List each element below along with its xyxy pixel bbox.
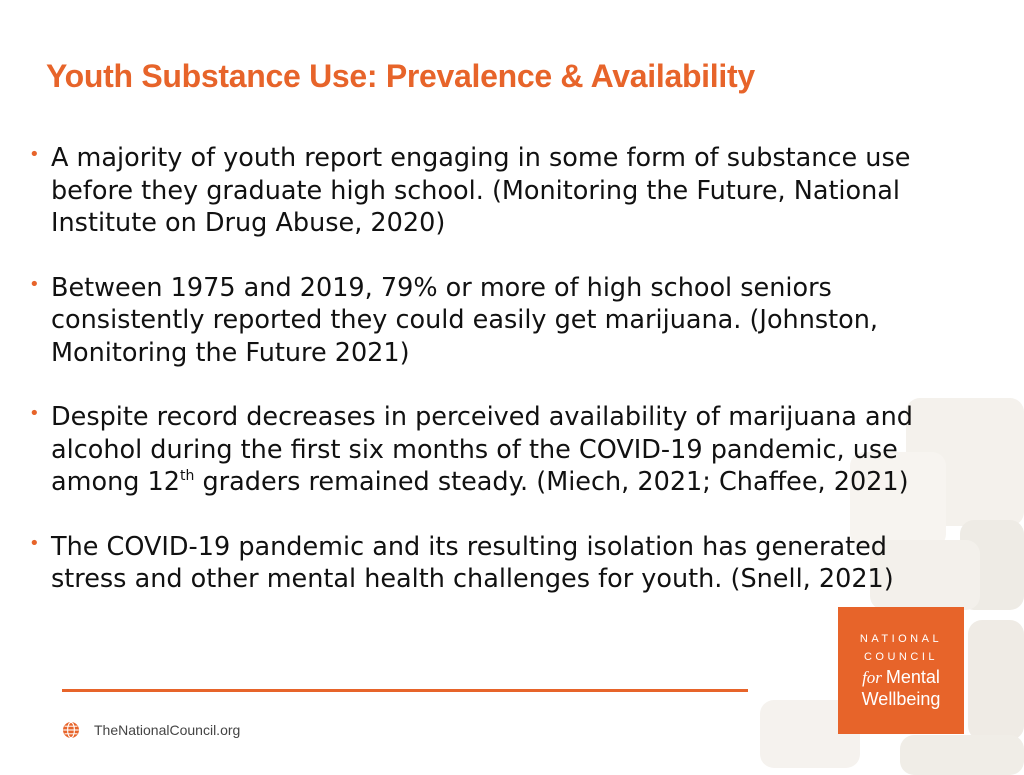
- bullet-superscript: th: [179, 468, 195, 484]
- bullet-item: [28, 272, 958, 370]
- bullet-text: Between 1975 and 2019, 79% or more of high school seniors consistently reported they could easily get marijuana. (Johnston, Monitoring the Future 2021): [51, 272, 879, 368]
- logo-mental: Mental: [885, 667, 940, 687]
- logo-line: Wellbeing: [861, 689, 941, 709]
- logo-for: for: [862, 668, 882, 687]
- national-council-logo: [838, 607, 964, 734]
- decor-tile: [968, 620, 1024, 740]
- footer-divider: [62, 689, 748, 692]
- logo-line: [838, 667, 964, 688]
- bullet-dot-icon: •: [29, 403, 40, 424]
- bullet-text: stress and other mental health challenges for youth. (Snell, 2021): [51, 564, 894, 594]
- bullet-dot-icon: •: [29, 273, 40, 295]
- bullet-list: [28, 142, 958, 628]
- decor-tile: [900, 735, 1024, 775]
- logo-line: NATIONAL: [859, 633, 943, 645]
- bullet-text: A majority of youth report engaging in some form of substance use before they graduate high school. (Monitoring the Future, National Institute on Drug Abuse, 2020): [51, 143, 911, 238]
- logo-line: COUNCIL: [863, 651, 938, 663]
- slide-title: Youth Substance Use: Prevalence & Availability: [46, 58, 755, 94]
- bullet-text: The COVID-19 pandemic and its resulting isolation has generated: [51, 531, 887, 562]
- bullet-text: Despite record decreases in perceived availability of marijuana and alcohol during the first six months of the COVID-19 pandemic, use among 12: [51, 402, 913, 497]
- bullet-text: graders remained steady. (Miech, 2021; Chaffee, 2021): [194, 467, 909, 497]
- bullet-item: [28, 401, 958, 499]
- bullet-dot-icon: •: [29, 532, 40, 554]
- bullet-dot-icon: •: [29, 144, 40, 165]
- globe-icon: [62, 721, 80, 739]
- footer-website[interactable]: TheNationalCouncil.org: [94, 722, 241, 738]
- bullet-item: [28, 142, 958, 240]
- footer: [62, 720, 240, 740]
- bullet-item: [28, 531, 958, 596]
